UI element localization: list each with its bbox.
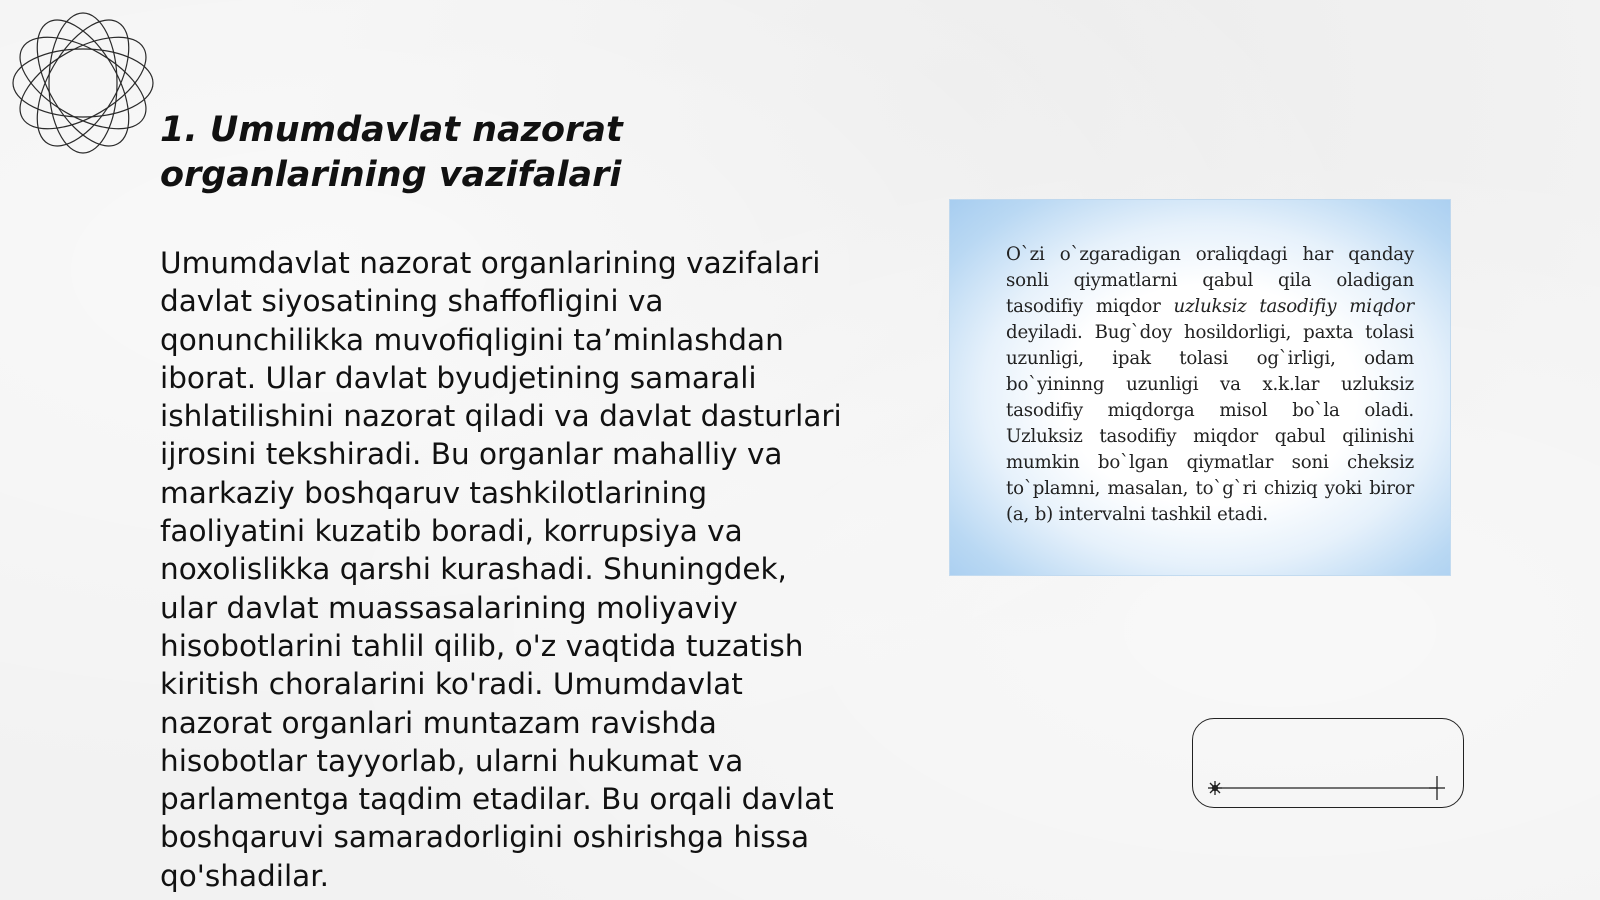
slide-body-text: Umumdavlat nazorat organlarining vazifalari davlat siyosatining shaffofligini va qonunchilikka muvofiqligini ta’minlashdan iborat. Ular davlat byudjetining samarali ishlatilishini nazorat qiladi va davlat dasturlari ijrosini tekshiradi. Bu organlar mahalliy va markaziy boshqaruv tashkilotlarining faoliyatini kuzatib boradi, korrupsiya va noxolislikka qarshi kurashadi. Shuningdek, ular davlat muassasalarining moliyaviy hisobotlarini tahlil qilib, o'z vaqtida tuzatish kiritish choralarini ko'radi. Umumdavlat nazorat organlari muntazam ravishda hisobotlar tayyorlab, ularni hukumat va parlamentga taqdim etadilar. Bu orqali davlat boshqaruvi samaradorligini oshirishga hissa qo'shadilar. (160, 246, 842, 893)
spirograph-rings-icon (8, 8, 158, 158)
excerpt-text-end: deyiladi. Bug`doy hosildorligi, paxta tolasi uzunligi, ipak tolasi og`irligi, odam bo`yininng uzunligi va x.k.lar uzluksiz tasodifiy miqdorga misol bo`la oladi. Uzluksiz tasodifiy miqdor qabul qilinishi mumkin bo`lgan qiymatlar soni cheksiz to`plamni, masalan, to`g`ri chiziq yoki biror (a, b) intervalni tashkil etadi. (1006, 322, 1414, 525)
decorative-line (1193, 719, 1465, 809)
sparkle-star-icon (1208, 781, 1222, 795)
excerpt-italic-term: uzluksiz tasodifiy miqdor (1173, 296, 1415, 317)
scanned-excerpt-text (1006, 242, 1414, 528)
decorative-rounded-frame (1192, 718, 1464, 808)
slide-title: 1. Umumdavlat nazorat organlarining vazifalari (160, 110, 623, 195)
scanned-textbook-excerpt (950, 200, 1450, 575)
cross-star-icon (1429, 776, 1445, 800)
excerpt-text-start: O`zi o`zgaradigan oraliqdagi har qanday sonli qiymatlarni qabul qila oladigan tasodifiy miqdor (1006, 244, 1414, 317)
